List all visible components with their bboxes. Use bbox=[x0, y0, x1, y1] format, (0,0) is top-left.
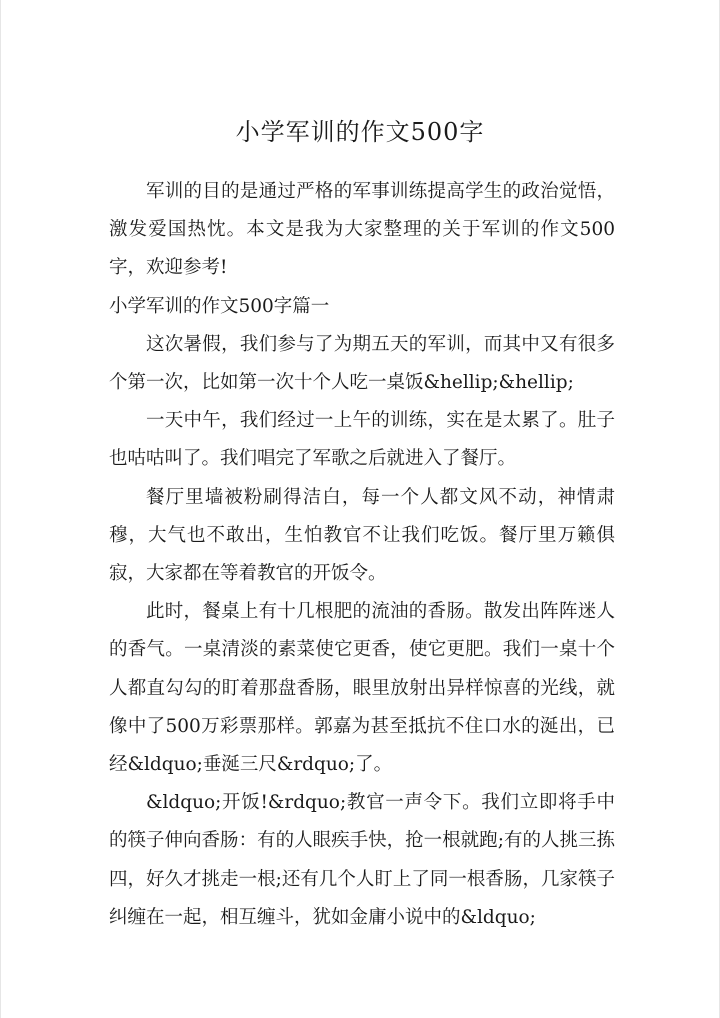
intro-paragraph: 军训的目的是通过严格的军事训练提高学生的政治觉悟，激发爱国热忱。本文是我为大家整理的关于军训的作文500字，欢迎参考! bbox=[109, 181, 615, 279]
document-body bbox=[109, 173, 615, 937]
body-paragraph: 一天中午，我们经过一上午的训练，实在是太累了。肚子也咕咕叫了。我们唱完了军歌之后就进入了餐厅。 bbox=[109, 410, 615, 470]
document-title: 小学军训的作文500字 bbox=[235, 118, 485, 146]
body-paragraph: 餐厅里墙被粉刷得洁白，每一个人都文风不动，神情肃穆，大气也不敢出，生怕教官不让我们吃饭。餐厅里万籁俱寂，大家都在等着教官的开饭令。 bbox=[109, 486, 615, 585]
body-paragraph: &ldquo;开饭!&rdquo;教官一声令下。我们立即将手中的筷子伸向香肠：有的人眼疾手快，抢一根就跑;有的人挑三拣四，好久才挑走一根;还有几个人盯上了同一根香肠，几家筷子纠缠在一起，相互缠斗，犹如金庸小说中的&ldquo; bbox=[109, 792, 615, 928]
body-paragraph: 此时，餐桌上有十几根肥的流油的香肠。散发出阵阵迷人的香气。一桌清淡的素菜使它更香，使它更肥。我们一桌十个人都直勾勾的盯着那盘香肠，眼里放射出异样惊喜的光线，就像中了500万彩票那样。郭嘉为甚至抵抗不住口水的涎出，已经&ldquo;垂涎三尺&rdquo;了。 bbox=[109, 601, 615, 776]
body-paragraph: 这次暑假，我们参与了为期五天的军训，而其中又有很多个第一次，比如第一次十个人吃一桌饭&hellip;&hellip; bbox=[109, 333, 615, 394]
section-heading: 小学军训的作文500字篇一 bbox=[109, 295, 330, 317]
